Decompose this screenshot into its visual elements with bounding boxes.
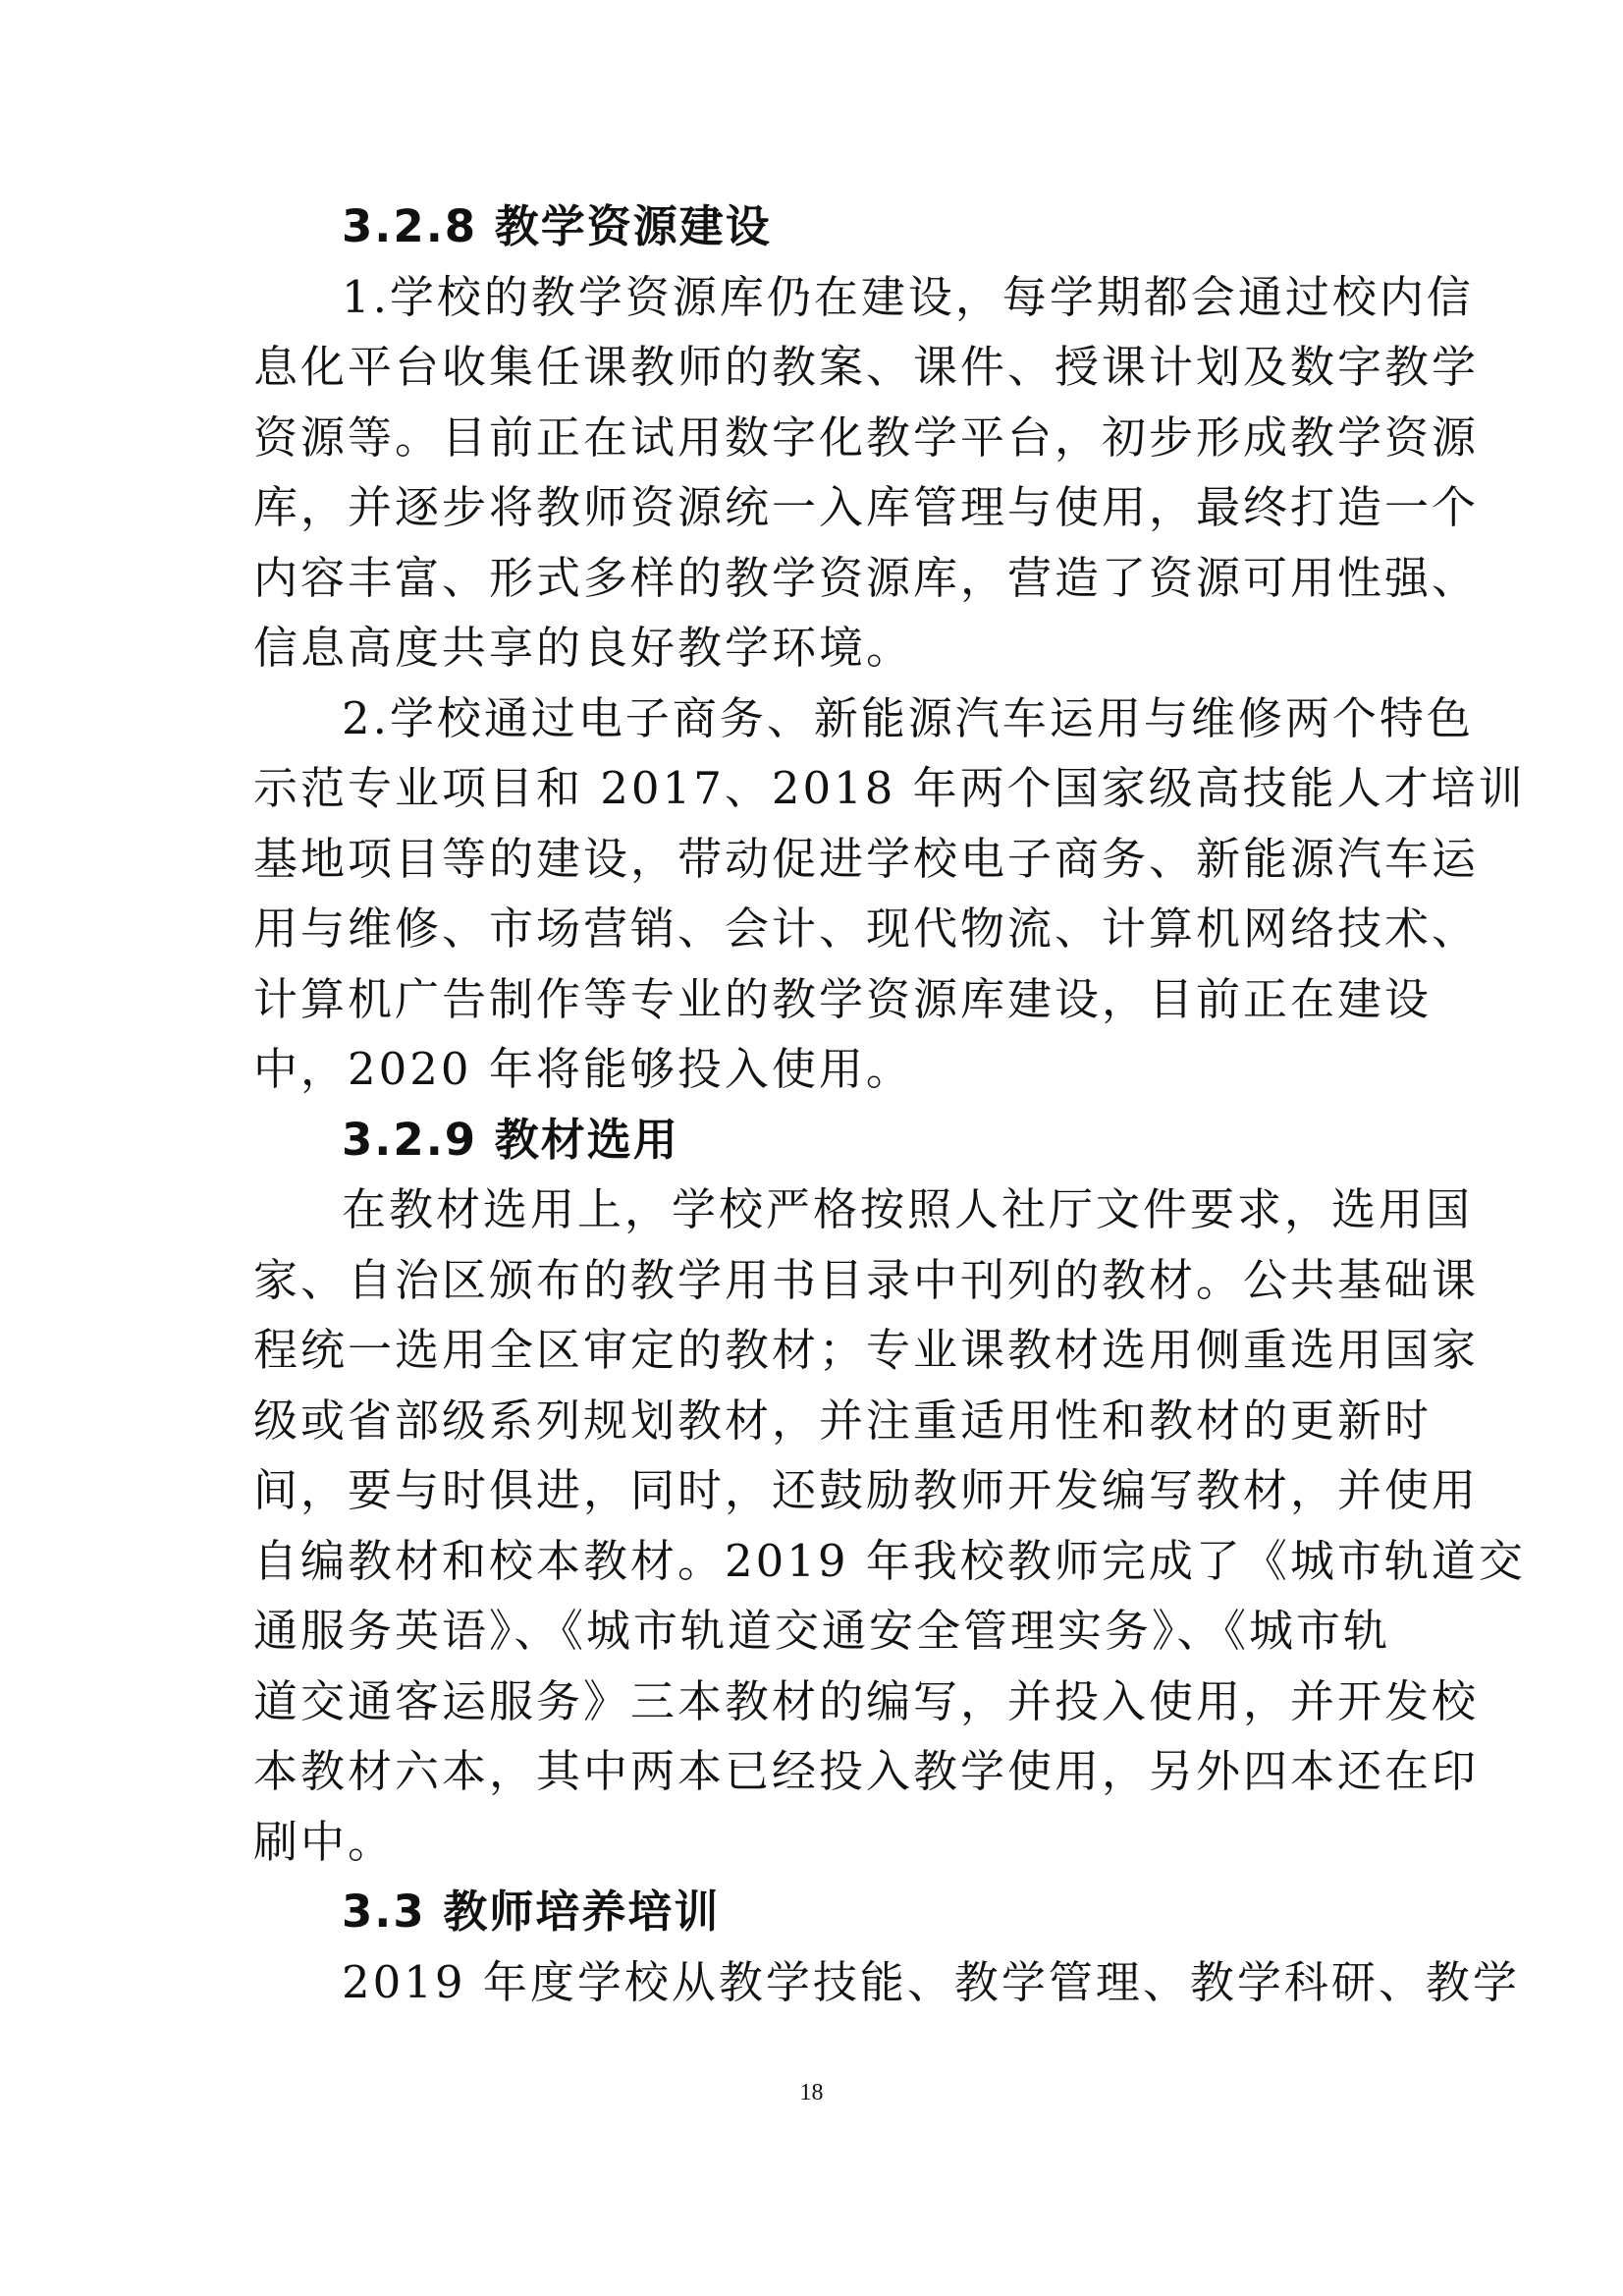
paragraph-line: 内容丰富、形式多样的教学资源库，营造了资源可用性强、 xyxy=(253,551,1480,604)
section-heading-3-2-9: 3.2.9 教材选用 xyxy=(342,1113,679,1166)
paragraph-line: 2.学校通过电子商务、新能源汽车运用与维修两个特色 xyxy=(342,691,1474,744)
paragraph-line: 中，2020 年将能够投入使用。 xyxy=(253,1043,913,1095)
paragraph-line: 用与维修、市场营销、会计、现代物流、计算机网络技术、 xyxy=(253,902,1480,955)
paragraph-line: 间，要与时俱进，同时，还鼓励教师开发编写教材，并使用 xyxy=(253,1464,1480,1516)
paragraph-line: 在教材选用上，学校严格按照人社厅文件要求，选用国 xyxy=(342,1183,1474,1235)
paragraph-line: 级或省部级系列规划教材，并注重适用性和教材的更新时 xyxy=(253,1394,1433,1447)
paragraph-line: 库，并逐步将教师资源统一入库管理与使用，最终打造一个 xyxy=(253,481,1480,533)
paragraph-line: 2019 年度学校从教学技能、教学管理、教学科研、教学 xyxy=(342,1955,1520,2008)
paragraph-line: 通服务英语》、《城市轨道交通安全管理实务》、《城市轨 xyxy=(253,1605,1391,1657)
paragraph-line: 自编教材和校本教材。2019 年我校教师完成了《城市轨道交 xyxy=(253,1534,1526,1587)
page-number: 18 xyxy=(799,2080,824,2105)
paragraph-line: 息化平台收集任课教师的教案、课件、授课计划及数字教学 xyxy=(253,341,1480,393)
paragraph-line: 基地项目等的建设，带动促进学校电子商务、新能源汽车运 xyxy=(253,832,1480,885)
section-heading-3-2-8: 3.2.8 教学资源建设 xyxy=(342,200,772,252)
paragraph-line: 计算机广告制作等专业的教学资源库建设，目前正在建设 xyxy=(253,972,1433,1025)
paragraph-line: 程统一选用全区审定的教材；专业课教材选用侧重选用国家 xyxy=(253,1324,1480,1376)
paragraph-line: 资源等。目前正在试用数字化教学平台，初步形成教学资源 xyxy=(253,410,1480,464)
paragraph-line: 本教材六本，其中两本已经投入教学使用，另外四本还在印 xyxy=(253,1745,1480,1797)
paragraph-line: 家、自治区颁布的教学用书目录中刊列的教材。公共基础课 xyxy=(253,1253,1480,1306)
paragraph-line: 示范专业项目和 2017、2018 年两个国家级高技能人才培训 xyxy=(253,762,1526,814)
document-body xyxy=(253,191,1526,2017)
paragraph-line: 信息高度共享的良好教学环境。 xyxy=(253,622,914,674)
paragraph-line: 道交通客运服务》三本教材的编写，并投入使用，并开发校 xyxy=(253,1674,1480,1727)
paragraph-line: 1.学校的教学资源库仍在建设，每学期都会通过校内信 xyxy=(342,270,1474,323)
paragraph-line: 刷中。 xyxy=(253,1815,396,1868)
section-heading-3-3: 3.3 教师培养培训 xyxy=(342,1886,721,1938)
